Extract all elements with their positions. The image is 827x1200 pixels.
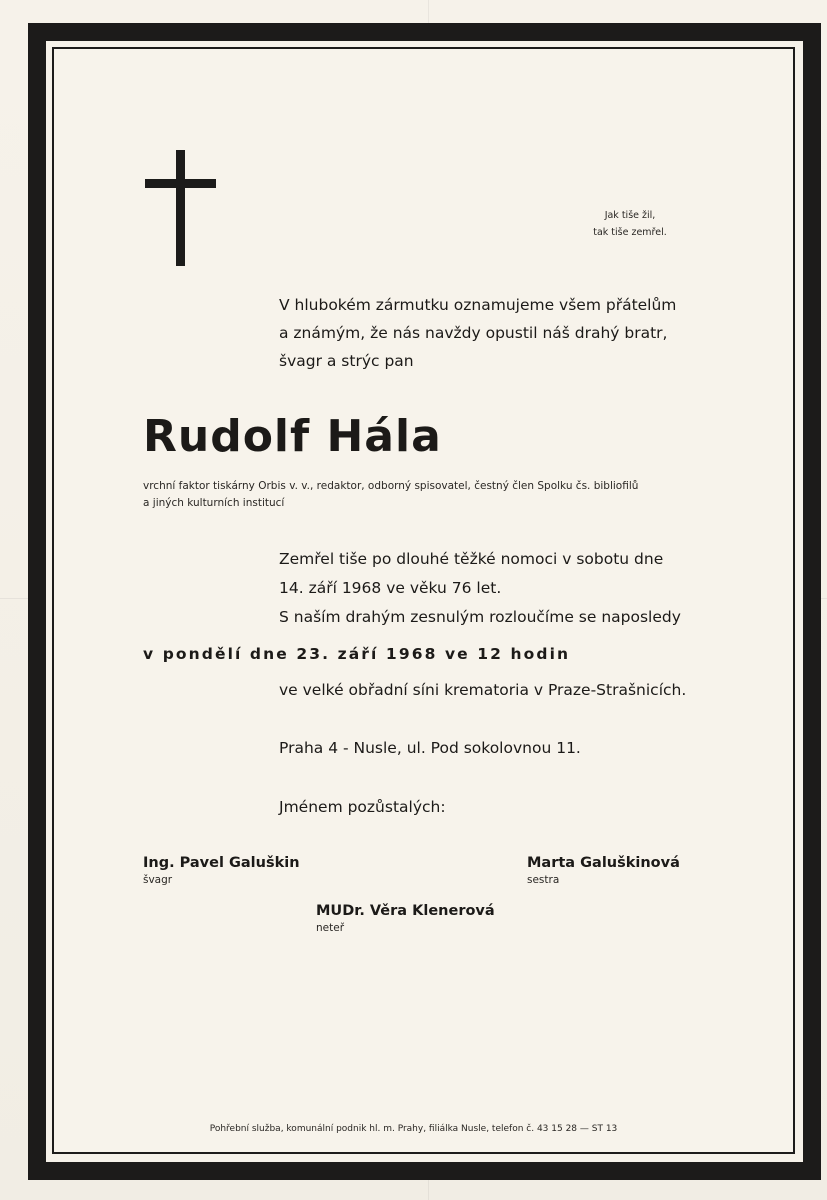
mourner-relation: neteř <box>316 922 345 934</box>
mourner-name: Marta Galuškinová <box>527 855 680 871</box>
intro-line-1: V hlubokém zármutku oznamujeme všem přátelům <box>279 296 677 314</box>
motto-line-1: Jak tiše žil, <box>604 210 656 221</box>
description-line-1: vrchní faktor tiskárny Orbis v. v., redaktor, odborný spisovatel, čestný člen Spolku čs. bibliofilů <box>143 480 639 492</box>
death-line-1: Zemřel tiše po dlouhé těžké nomoci v sobotu dne <box>279 550 664 568</box>
motto <box>560 207 700 241</box>
death-line-2: 14. září 1968 ve věku 76 let. <box>279 579 502 597</box>
mourner-name: MUDr. Věra Klenerová <box>316 903 495 919</box>
footer-imprint: Pohřební služba, komunální podnik hl. m. Prahy, filiálka Nusle, telefon č. 43 15 28 — ST 13 <box>209 1124 618 1134</box>
intro-text <box>279 291 699 375</box>
cross-horizontal-bar <box>145 179 216 188</box>
description-line-2: a jiných kulturních institucí <box>143 497 285 509</box>
on-behalf-label: Jménem pozůstalých: <box>279 798 446 816</box>
death-notice <box>279 545 699 632</box>
mourner-2 <box>527 853 680 887</box>
intro-line-3: švagr a strýc pan <box>279 352 414 370</box>
funeral-date: v pondělí dne 23. září 1968 ve 12 hodin <box>143 645 571 663</box>
intro-line-2: a známým, že nás navždy opustil náš drahý bratr, <box>279 324 668 342</box>
address: Praha 4 - Nusle, ul. Pod sokolovnou 11. <box>279 739 581 757</box>
mourner-relation: švagr <box>143 874 173 886</box>
deceased-description <box>143 478 723 512</box>
death-line-3: S naším drahým zesnulým rozloučíme se naposledy <box>279 608 681 626</box>
mourner-name: Ing. Pavel Galuškin <box>143 855 300 871</box>
motto-line-2: tak tiše zemřel. <box>593 227 667 238</box>
cross-vertical-bar <box>176 150 185 266</box>
mourner-3 <box>316 901 495 935</box>
mourner-1 <box>143 853 300 887</box>
deceased-name: Rudolf Hála <box>143 411 442 462</box>
funeral-place: ve velké obřadní síni krematoria v Praze-Strašnicích. <box>279 681 687 699</box>
mourner-relation: sestra <box>527 874 560 886</box>
